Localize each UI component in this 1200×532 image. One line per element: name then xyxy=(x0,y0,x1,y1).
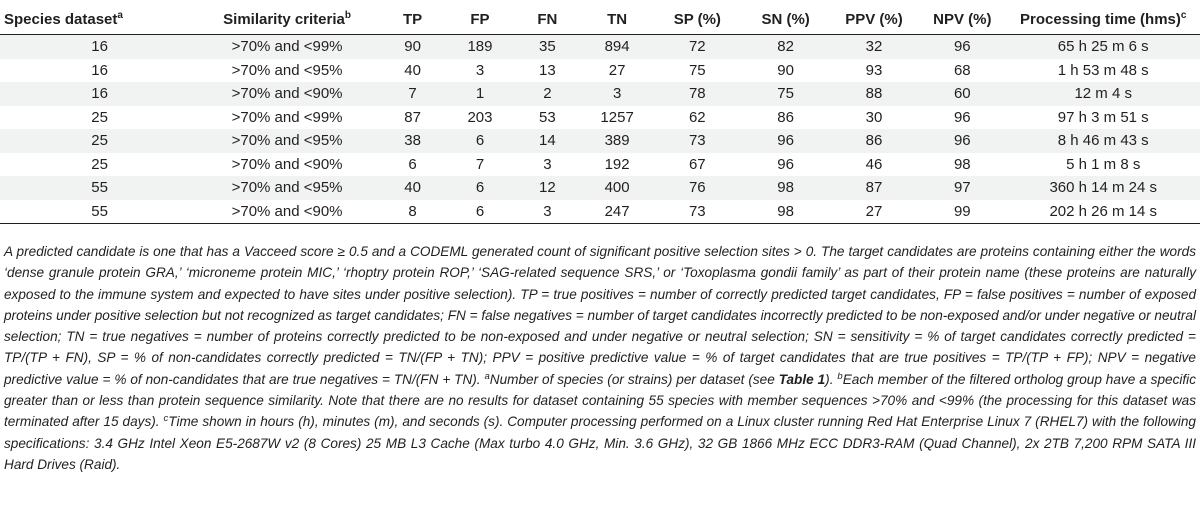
cell-ppv: 27 xyxy=(865,202,883,220)
footnote-definitions: A predicted candidate is one that has a Vacceed score ≥ 0.5 and a CODEML generated count of significant positive selection sites > 0. The target candidates are proteins containing either the words ‘dense granule protein GRA,’ ‘microneme protein MIC,’ ‘rhoptry protein ROP,’ ‘SAG-related sequence SRS,’ or ‘Toxoplasma gondii family’ as part of their protein name (these proteins are naturally exposed to the immune system and expected to have sites under positive selection). TP = true positives = number of correctly predicted target candidates, FP = false positives = number of exposed proteins under positive selection but not recognized as target candidates; FN = false negatives = number of target candidates incorrectly predicted to be non-exposed and/or under negative or neutral selection; TN = true negatives = number of proteins correctly predicted to be non-exposed and under negative or neutral selection; SN = sensitivity = % of target candidates correctly predicted = TP/(TP + FN), SP = % of non-candidates correctly predicted = TN/(FP + TN); PPV = positive predictive value = % of target candidates that are true positives = TP/(TP + FP); NPV = negative predictive value = % of non-candidates that are true negatives = TN/(FN + TN). xyxy=(4,244,1196,387)
cell-ppv: 32 xyxy=(830,35,918,59)
table-row xyxy=(0,106,1200,130)
cell-sp: 73 xyxy=(688,202,706,220)
cell-time: 65 h 25 m 6 s xyxy=(1006,35,1200,59)
cell-ppv: 46 xyxy=(865,155,883,173)
cell-npv: 99 xyxy=(953,202,971,220)
cell-species: 25 xyxy=(0,129,195,153)
table-row xyxy=(0,82,1200,106)
cell-sn: 98 xyxy=(741,176,829,200)
header-fp: FP xyxy=(470,10,490,28)
cell-sn: 90 xyxy=(777,61,794,79)
footnote-a-text: Number of species (or strains) per dataset (see xyxy=(489,371,779,387)
cell-ppv: 30 xyxy=(865,108,883,126)
footnote-c-text: Time shown in hours (h), minutes (m), and seconds (s). Computer processing performed on a Linux cluster running Red Hat Enterprise Linux 7 (RHEL7) with the following specifications: 3.4 GHz Intel Xeon E5-2687W v2 (8 Cores) 25 MB L3 Cache (Max turbo 4.0 GHz, Min. 3.6 GHz), 32 GB 1866 MHz ECC DDR3-RAM (Quad Channel), 2x 2TB 7,200 RPM SATA III Hard Drives (Raid). xyxy=(4,414,1196,472)
cell-time: 202 h 26 m 14 s xyxy=(1049,202,1158,220)
cell-species: 16 xyxy=(91,61,108,79)
cell-fn: 12 xyxy=(514,176,581,200)
cell-time: 1 h 53 m 48 s xyxy=(1057,61,1149,79)
cell-tn: 3 xyxy=(581,82,653,106)
cell-sp: 75 xyxy=(688,61,706,79)
cell-tp: 38 xyxy=(379,129,446,153)
cell-fn: 53 xyxy=(539,108,556,126)
cell-npv: 98 xyxy=(953,155,971,173)
cell-ppv: 86 xyxy=(830,129,918,153)
cell-tn: 1257 xyxy=(600,108,634,126)
header-tp: TP xyxy=(402,10,423,28)
cell-tp: 87 xyxy=(404,108,421,126)
cell-tp: 6 xyxy=(408,155,417,173)
cell-fp: 3 xyxy=(475,61,485,79)
cell-sp: 78 xyxy=(653,82,741,106)
cell-tn: 389 xyxy=(581,129,653,153)
cell-tn: 400 xyxy=(581,176,653,200)
cell-tp: 90 xyxy=(379,35,446,59)
footnote-marker-a: a xyxy=(484,370,490,382)
header-fn: FN xyxy=(537,10,558,28)
cell-similarity: >70% and <90% xyxy=(195,82,379,106)
cell-fn: 3 xyxy=(543,202,552,220)
table-row xyxy=(0,153,1200,177)
cell-npv: 68 xyxy=(953,61,971,79)
cell-fn: 2 xyxy=(514,82,581,106)
cell-fp: 1 xyxy=(446,82,513,106)
table-row xyxy=(0,176,1200,200)
cell-species: 25 xyxy=(91,155,108,173)
cell-ppv: 87 xyxy=(830,176,918,200)
cell-fn: 3 xyxy=(543,155,552,173)
table-row xyxy=(0,129,1200,153)
cell-sn: 82 xyxy=(741,35,829,59)
header-similarity-sup: b xyxy=(344,9,351,21)
cell-tn: 894 xyxy=(581,35,653,59)
cell-fp: 7 xyxy=(475,155,485,173)
cell-sp: 72 xyxy=(653,35,741,59)
cell-fn: 35 xyxy=(514,35,581,59)
cell-time: 5 h 1 m 8 s xyxy=(1066,155,1141,173)
cell-sp: 67 xyxy=(688,155,706,173)
footnote-marker-c: c xyxy=(163,413,169,425)
cell-npv: 96 xyxy=(918,129,1006,153)
cell-npv: 96 xyxy=(953,108,971,126)
header-ppv: PPV (%) xyxy=(845,10,903,28)
cell-fp: 6 xyxy=(446,129,513,153)
cell-species: 25 xyxy=(91,108,108,126)
cell-tn: 247 xyxy=(604,202,630,220)
cell-species: 16 xyxy=(0,35,195,59)
cell-time: 12 m 4 s xyxy=(1006,82,1200,106)
cell-npv: 96 xyxy=(918,35,1006,59)
cell-fn: 13 xyxy=(539,61,556,79)
cell-time: 360 h 14 m 24 s xyxy=(1006,176,1200,200)
cell-sn: 96 xyxy=(777,155,794,173)
footnote-b-text: Each member of the filtered ortholog group have a specific greater than or less than protein sequence similarity. Note that there are no results for dataset containing 55 species with member sequences >70% and <99% (the processing for this dataset was terminated after 15 days). xyxy=(4,371,1196,430)
table-row xyxy=(0,59,1200,83)
cell-similarity: >70% and <95% xyxy=(195,176,379,200)
cell-similarity: >70% and <99% xyxy=(195,35,379,59)
header-species-sup: a xyxy=(117,9,123,21)
cell-sp: 62 xyxy=(688,108,706,126)
cell-tp: 40 xyxy=(379,176,446,200)
cell-fp: 6 xyxy=(446,176,513,200)
cell-sn: 86 xyxy=(777,108,794,126)
cell-sp: 73 xyxy=(653,129,741,153)
header-similarity-criteria: Similarity criteria$^b$ xyxy=(223,9,351,28)
footnote-marker-b: b xyxy=(837,370,843,382)
cell-fp: 6 xyxy=(475,202,485,220)
header-sp: SP (%) xyxy=(673,10,721,28)
cell-tn: 27 xyxy=(608,61,626,79)
cell-species: 55 xyxy=(91,202,108,220)
table-1-reference[interactable]: Table 1 xyxy=(778,371,826,387)
cell-similarity: >70% and <99% xyxy=(231,108,343,126)
cell-ppv: 88 xyxy=(830,82,918,106)
cell-fn: 14 xyxy=(514,129,581,153)
cell-species: 16 xyxy=(0,82,195,106)
cell-sn: 98 xyxy=(777,202,794,220)
cell-npv: 97 xyxy=(918,176,1006,200)
results-table xyxy=(0,4,1200,224)
cell-tn: 192 xyxy=(604,155,630,173)
cell-sn: 96 xyxy=(741,129,829,153)
header-npv: NPV (%) xyxy=(933,10,992,28)
table-footnote xyxy=(4,241,1196,475)
table-row xyxy=(0,35,1200,59)
cell-sp: 76 xyxy=(653,176,741,200)
cell-ppv: 93 xyxy=(865,61,883,79)
cell-species: 55 xyxy=(0,176,195,200)
cell-tp: 7 xyxy=(379,82,446,106)
cell-tp: 40 xyxy=(404,61,421,79)
header-row xyxy=(0,4,1200,35)
table-row xyxy=(0,200,1200,224)
cell-fp: 203 xyxy=(467,108,493,126)
cell-similarity: >70% and <95% xyxy=(231,61,343,79)
cell-similarity: >70% and <90% xyxy=(231,155,343,173)
cell-similarity: >70% and <95% xyxy=(195,129,379,153)
header-species-dataset: Species dataset$^a$ xyxy=(4,9,123,28)
header-tn: TN xyxy=(607,10,628,28)
header-sn: SN (%) xyxy=(761,10,810,28)
footnote-a-close: ). xyxy=(825,371,838,387)
header-time-sup: c xyxy=(1180,9,1187,21)
cell-fp: 189 xyxy=(446,35,513,59)
cell-similarity: >70% and <90% xyxy=(231,202,343,220)
cell-time: 97 h 3 m 51 s xyxy=(1057,108,1149,126)
cell-npv: 60 xyxy=(918,82,1006,106)
header-processing-time: Processing time (hms)$^c$ xyxy=(1020,9,1187,28)
cell-sn: 75 xyxy=(741,82,829,106)
table-body xyxy=(0,35,1200,224)
cell-tp: 8 xyxy=(408,202,417,220)
cell-time: 8 h 46 m 43 s xyxy=(1006,129,1200,153)
table-header xyxy=(0,4,1200,35)
